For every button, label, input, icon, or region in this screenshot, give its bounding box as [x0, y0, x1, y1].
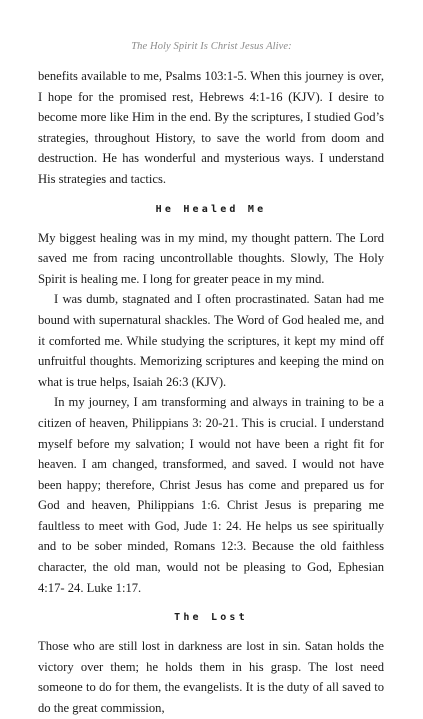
paragraph: My biggest healing was in my mind, my thought pattern. The Lord saved me from racing uncontrollable thoughts. Slowly, The Holy Spirit is healing me. I long for greater peace in my mind. [38, 230, 384, 286]
section-heading-the-lost: The Lost [174, 612, 248, 624]
paragraph: In my journey, I am transforming and always in training to be a citizen of heaven, Philippians 3: 20-21. This is crucial. I understand myself before my salvation; I would not have been a right fit for heaven. I am changed, transformed, and saved. I would not have been happy; therefore, Christ Jesus has come and prepared us for God and heaven, Philippians 1:6. Christ Jesus is preparing me faultless to meet with God, Jude 1: 24. He helps us see spiritually and to be sober minded, Romans 12:3. Because the old faithless character, the old man, would not be pleasing to God, Ephesian 4:17- 24. Luke 1:17. [38, 395, 384, 595]
page-body [38, 66, 384, 719]
section-heading-he-healed-me: He Healed Me [155, 203, 267, 215]
intro-paragraph: benefits available to me, Psalms 103:1-5. When this journey is over, I hope for the promised rest, Hebrews 4:1-16 (KJV). I desire to become more like Him in the end. By the scriptures, I studied God’s strategies, throughout History, to save the world from doom and destruction. He has wonderful and mysterious ways. I understand His strategies and tactics. [38, 69, 384, 186]
paragraph: Those who are still lost in darkness are lost in sin. Satan holds the victory over them; he holds them in his grasp. The lost need someone to do for them, the evangelists. It is the duty of all saved to do the great commission, [38, 639, 384, 716]
running-header: The Holy Spirit Is Christ Jesus Alive: [131, 41, 292, 52]
paragraph: I was dumb, stagnated and I often procrastinated. Satan had me bound with supernatural shackles. The Word of God healed me, and it comforted me. While studying the scriptures, it kept my mind off unfruitful thoughts. Memorizing scriptures and keeping the mind on what is true helps, Isaiah 26:3 (KJV). [38, 292, 384, 389]
